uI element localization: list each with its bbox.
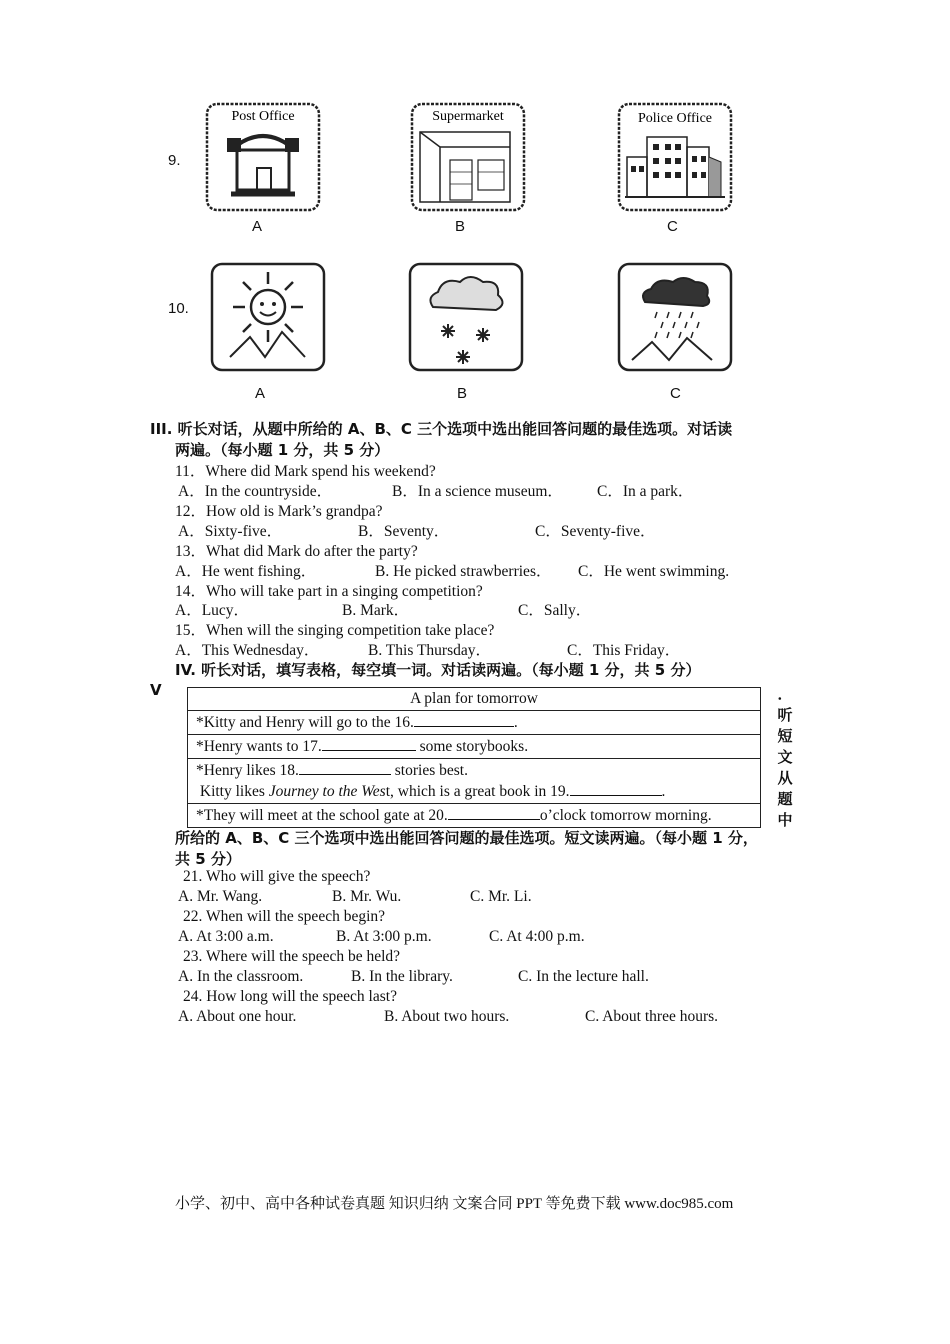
rain-icon: [617, 262, 733, 372]
sun-icon: [210, 262, 326, 372]
plan-table: [187, 687, 761, 828]
q22-option-a: A. At 3:00 a.m.: [178, 928, 274, 945]
section5-heading-line1: 所给的 A、B、C 三个选项中选出能回答问题的最佳选项。短文读两遍。（每小题 1 分，: [175, 829, 758, 847]
page-footer: 小学、初中、高中各种试卷真题 知识归纳 文案合同 PPT 等免费下载 www.doc985.com: [175, 1196, 734, 1212]
plan-row-17: *Henry wants to 17. some storybooks.: [188, 735, 761, 759]
section5-vertical-heading: ． 听 短 文 从 题 中: [777, 685, 793, 829]
q11-option-c: C．In a park．: [597, 483, 694, 500]
q10-option-b-letter: B: [457, 385, 468, 402]
plan-table-title: A plan for tomorrow: [188, 688, 761, 711]
q21-option-a: A. Mr. Wang.: [178, 888, 263, 905]
blank-18[interactable]: [299, 760, 391, 775]
q21-option-c: C. Mr. Li.: [470, 888, 532, 905]
snow-icon: [408, 262, 524, 372]
blank-19[interactable]: [570, 781, 662, 796]
section3-heading-line2: 两遍。（每小题 1 分，共 5 分）: [175, 441, 390, 459]
q10-number: 10.: [168, 300, 189, 317]
q14-option-a: A．Lucy．: [175, 602, 250, 619]
question-24: 24. How long will the speech last?: [183, 988, 397, 1005]
q15-option-b: B. This Thursday．: [368, 642, 492, 659]
section5-heading-line2: 共 5 分）: [175, 850, 241, 868]
question-13: 13．What did Mark do after the party?: [175, 543, 418, 560]
question-12: 12．How old is Mark’s grandpa?: [175, 503, 383, 520]
q22-option-c: C. At 4:00 p.m.: [489, 928, 585, 945]
question-15: 15．When will the singing competition take place?: [175, 622, 495, 639]
q14-option-b: B. Mark．: [342, 602, 410, 619]
q9-option-b-letter: B: [455, 218, 466, 235]
supermarket-picture: [410, 102, 526, 212]
q9-option-a-letter: A: [252, 218, 263, 235]
post-office-caption: Post Office: [231, 109, 295, 124]
q13-option-a: A．He went fishing．: [175, 563, 317, 580]
question-23: 23. Where will the speech be held?: [183, 948, 401, 965]
q23-option-a: A. In the classroom.: [178, 968, 304, 985]
q12-option-b: B．Seventy．: [358, 523, 450, 540]
supermarket-caption: Supermarket: [432, 109, 504, 124]
q12-option-c: C．Seventy-five．: [535, 523, 656, 540]
q24-option-b: B. About two hours.: [384, 1008, 510, 1025]
q10-option-c-letter: C: [670, 385, 681, 402]
q22-option-b: B. At 3:00 p.m.: [336, 928, 432, 945]
section4-heading: IV. 听长对话，填写表格，每空填一词。对话读两遍。（每小题 1 分，共 5 分）: [175, 661, 701, 679]
question-14: 14．Who will take part in a singing competition?: [175, 583, 483, 600]
section3-heading-line1: III. 听长对话，从题中所给的 A、B、C 三个选项中选出能回答问题的最佳选项。对话读: [150, 420, 733, 438]
plan-row-18-19: *Henry likes 18. stories best. Kitty likes Journey to the West, which is a great book in 19. .: [188, 759, 761, 804]
police-office-picture: [617, 102, 733, 212]
q24-option-a: A. About one hour.: [178, 1008, 297, 1025]
post-office-picture: [205, 102, 321, 212]
q23-option-c: C. In the lecture hall.: [518, 968, 649, 985]
plan-row-16: *Kitty and Henry will go to the 16. .: [188, 711, 761, 735]
section5-roman: V: [150, 681, 162, 699]
blank-17[interactable]: [322, 736, 416, 751]
question-22: 22. When will the speech begin?: [183, 908, 386, 925]
q10-option-a-letter: A: [255, 385, 266, 402]
plan-row-20: *They will meet at the school gate at 20. o’clock tomorrow morning.: [188, 804, 761, 828]
blank-16[interactable]: [414, 712, 514, 727]
police-office-caption: Police Office: [638, 111, 712, 126]
q24-option-c: C. About three hours.: [585, 1008, 719, 1025]
question-11: 11．Where did Mark spend his weekend?: [175, 463, 436, 480]
q12-option-a: A．Sixty-five．: [178, 523, 283, 540]
q14-option-c: C．Sally．: [518, 602, 592, 619]
q9-number: 9.: [168, 152, 181, 169]
blank-20[interactable]: [448, 805, 540, 820]
q21-option-b: B. Mr. Wu.: [332, 888, 402, 905]
q11-option-a: A．In the countryside．: [178, 483, 333, 500]
q13-option-b: B. He picked strawberries．: [375, 563, 552, 580]
q15-option-c: C．This Friday．: [567, 642, 681, 659]
q11-option-b: B．In a science museum．: [392, 483, 563, 500]
q23-option-b: B. In the library.: [351, 968, 453, 985]
question-21: 21. Who will give the speech?: [183, 868, 371, 885]
q9-option-c-letter: C: [667, 218, 678, 235]
q13-option-c: C．He went swimming.: [578, 563, 730, 580]
q15-option-a: A．This Wednesday．: [175, 642, 320, 659]
